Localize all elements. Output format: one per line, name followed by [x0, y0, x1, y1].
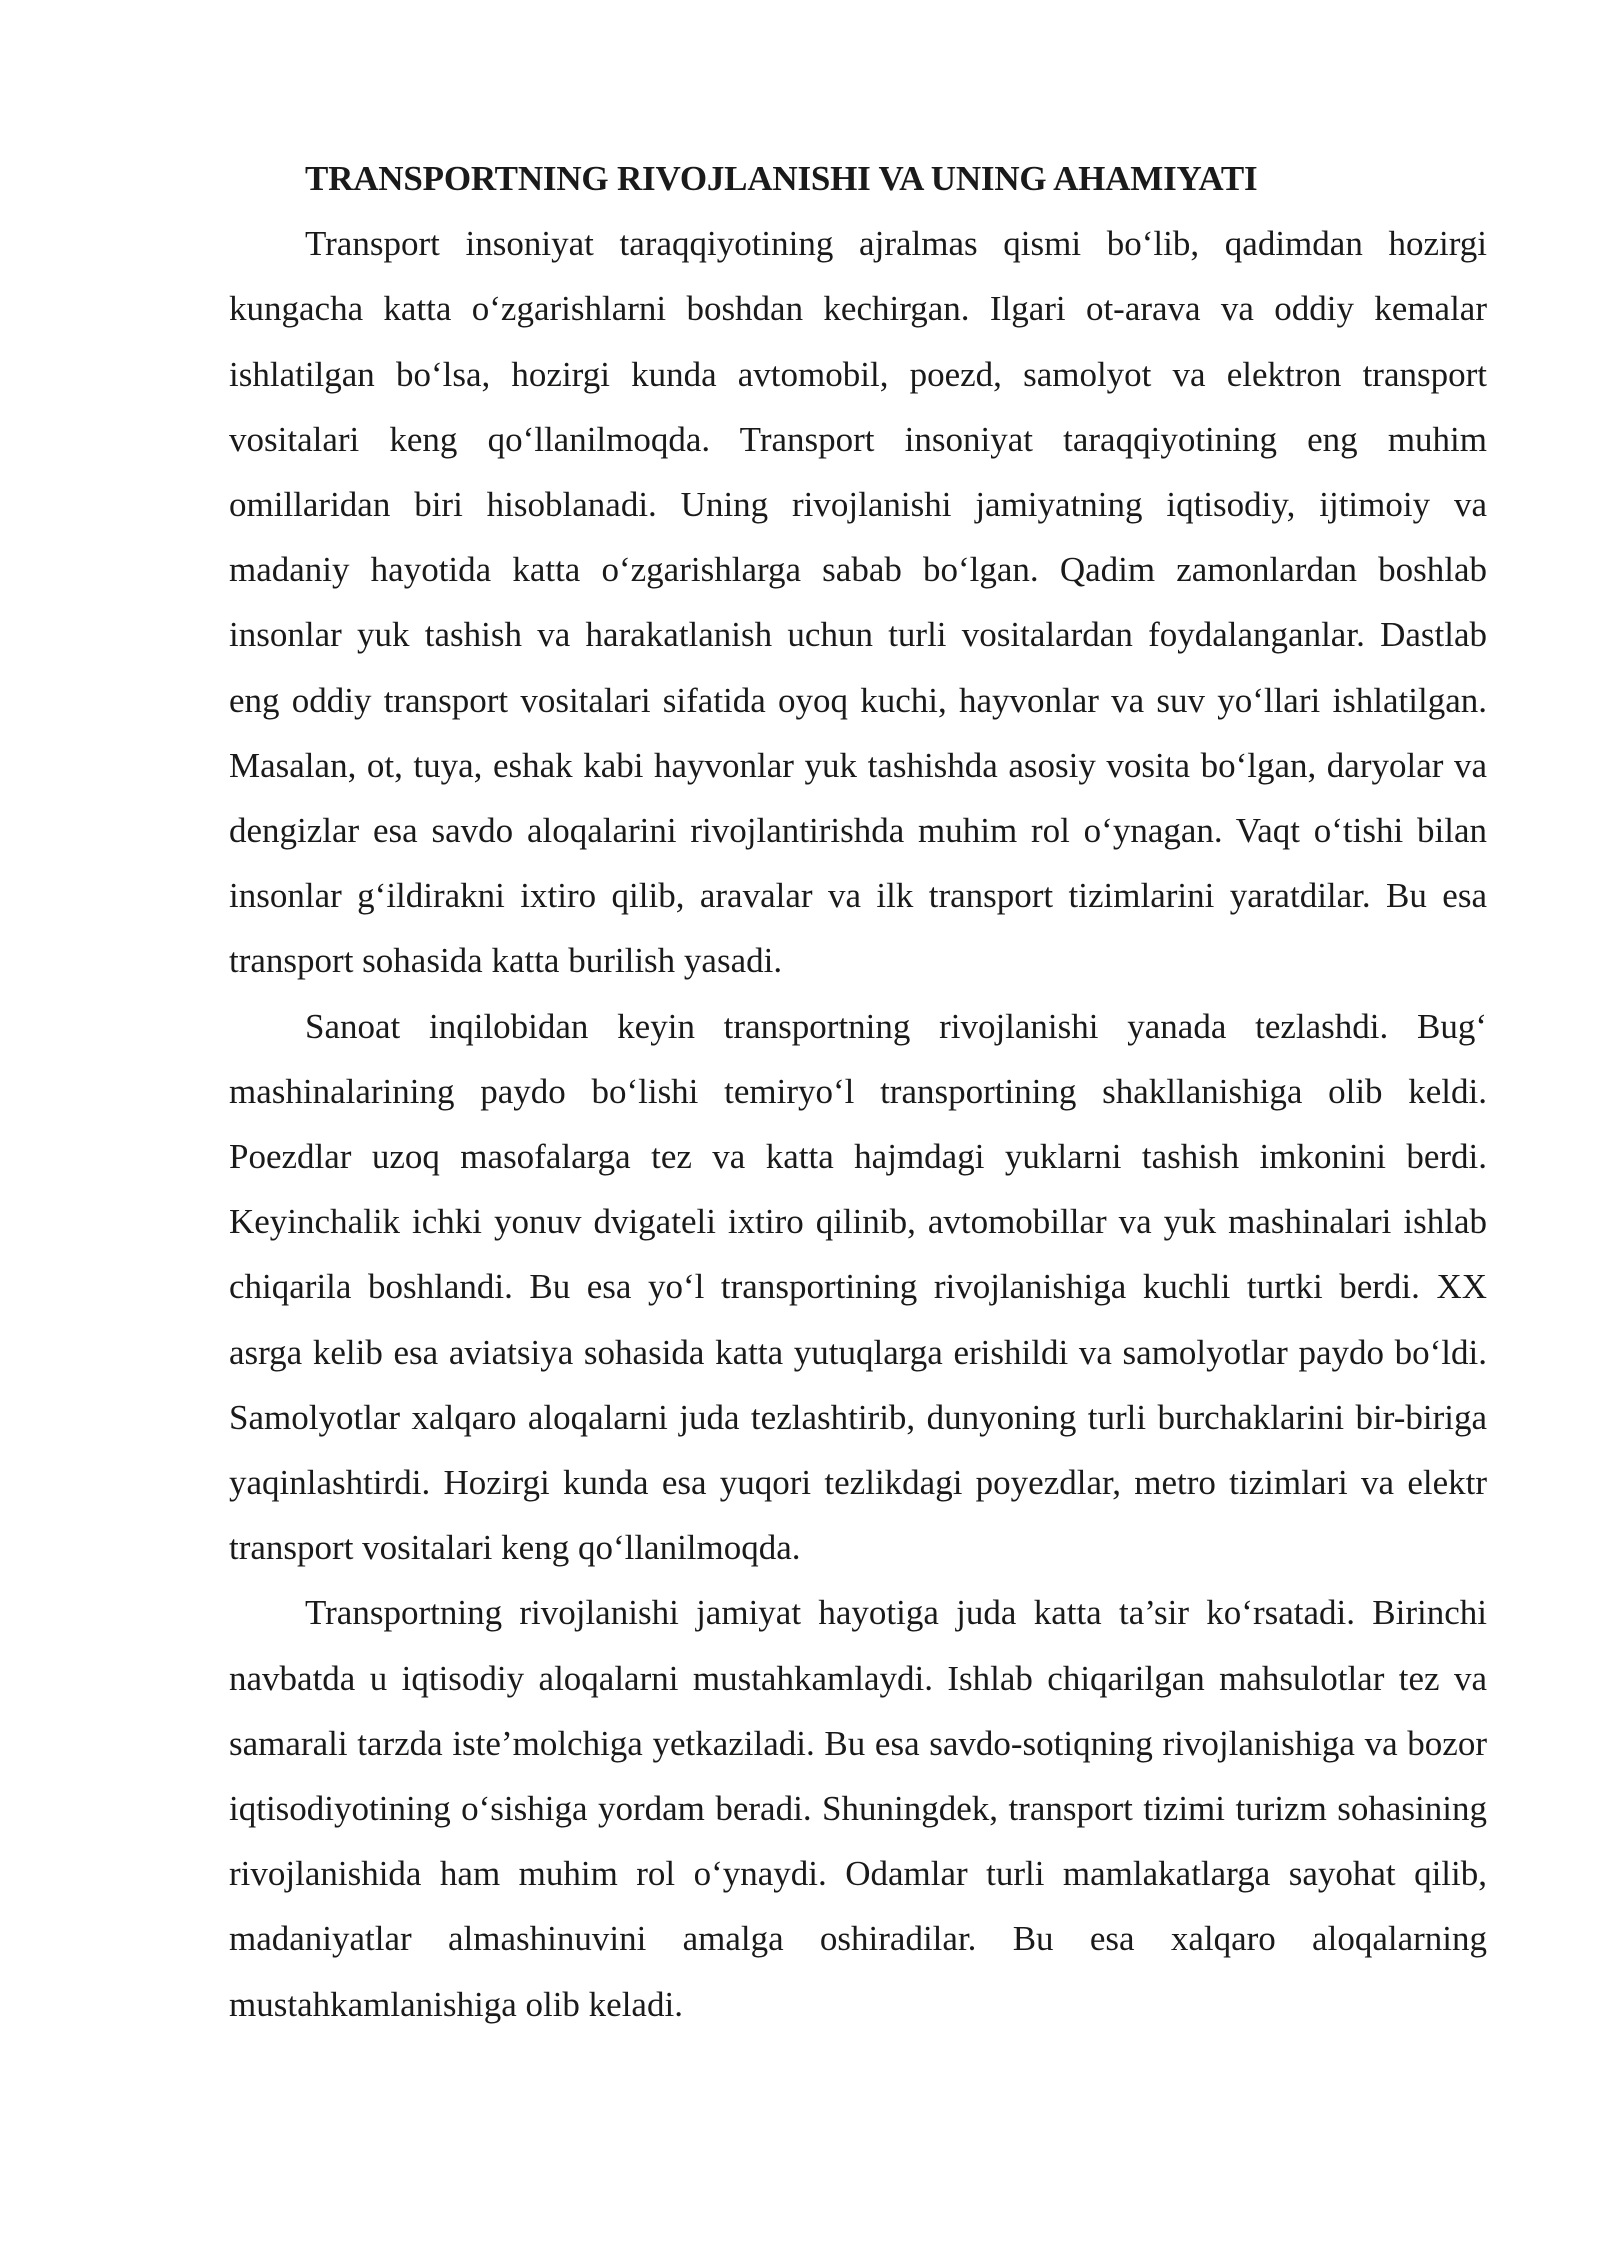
paragraph-1: Transport insoniyat taraqqiyotining ajralmas qismi bo‘lib, qadimdan hozirgi kungacha katta o‘zgarishlarni boshdan kechirgan. Ilgari ot-arava va oddiy kemalar ishlatilgan bo‘lsa, hozirgi kunda avtomobil, poezd, samolyot va elektron transport vositalari keng qo‘llanilmoqda. Transport insoniyat taraqqiyotining eng muhim omillaridan biri hisoblanadi. Uning rivojlanishi jamiyatning iqtisodiy, ijtimoiy va madaniy hayotida katta o‘zgarishlarga sabab bo‘lgan. Qadim zamonlardan boshlab insonlar yuk tashish va harakatlanish uchun turli vositalardan foydalanganlar. Dastlab eng oddiy transport vositalari sifatida oyoq kuchi, hayvonlar va suv yo‘llari ishlatilgan. Masalan, ot, tuya, eshak kabi hayvonlar yuk tashishda asosiy vosita bo‘lgan, daryolar va dengizlar esa savdo aloqalarini rivojlantirishda muhim rol o‘ynagan. Vaqt o‘tishi bilan insonlar g‘ildirakni ixtiro qilib, aravalar va ilk transport tizimlarini yaratdilar. Bu esa transport sohasida katta burilish yasadi.	[229, 224, 1487, 981]
document-body	[229, 146, 1487, 2037]
document-title: TRANSPORTNING RIVOJLANISHI VA UNING AHAMIYATI	[305, 159, 1258, 198]
paragraph-2: Sanoat inqilobidan keyin transportning rivojlanishi yanada tezlashdi. Bug‘ mashinalarining paydo bo‘lishi temiryo‘l transportining shakllanishiga olib keldi. Poezdlar uzoq masofalarga tez va katta hajmdagi yuklarni tashish imkonini berdi. Keyinchalik ichki yonuv dvigateli ixtiro qilinib, avtomobillar va yuk mashinalari ishlab chiqarila boshlandi. Bu esa yo‘l transportining rivojlanishiga kuchli turtki berdi. XX asrga kelib esa aviatsiya sohasida katta yutuqlarga erishildi va samolyotlar paydo bo‘ldi. Samolyotlar xalqaro aloqalarni juda tezlashtirib, dunyoning turli burchaklarini bir-biriga yaqinlashtirdi. Hozirgi kunda esa yuqori tezlikdagi poyezdlar, metro tizimlari va elektr transport vositalari keng qo‘llanilmoqda.	[229, 1006, 1487, 1568]
paragraph-3: Transportning rivojlanishi jamiyat hayotiga juda katta ta’sir ko‘rsatadi. Birinchi navbatda u iqtisodiy aloqalarni mustahkamlaydi. Ishlab chiqarilgan mahsulotlar tez va samarali tarzda iste’molchiga yetkaziladi. Bu esa savdo-sotiqning rivojlanishiga va bozor iqtisodiyotining o‘sishiga yordam beradi. Shuningdek, transport tizimi turizm sohasining rivojlanishida ham muhim rol o‘ynaydi. Odamlar turli mamlakatlarga sayohat qilib, madaniyatlar almashinuvini amalga oshiradilar. Bu esa xalqaro aloqalarning mustahkamlanishiga olib keladi.	[229, 1593, 1487, 2024]
